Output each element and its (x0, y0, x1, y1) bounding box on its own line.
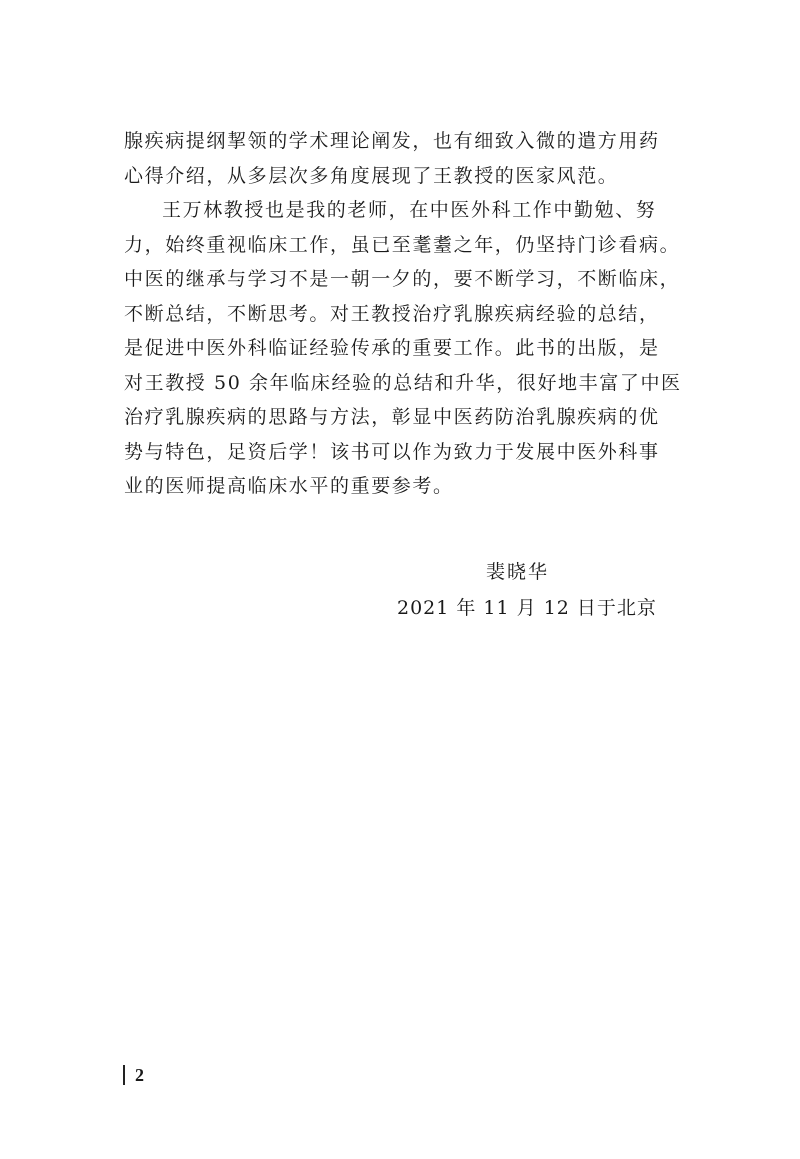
text-line: 治疗乳腺疾病的思路与方法，彰显中医药防治乳腺疾病的优 (124, 406, 660, 428)
author-signature: 裴晓华 (486, 561, 550, 583)
text-line: 不断总结，不断思考。对王教授治疗乳腺疾病经验的总结， (124, 302, 660, 325)
paragraph-start-line: 王万林教授也是我的老师，在中医外科工作中勤勉、努 (162, 199, 657, 221)
text-line: 力，始终重视临床工作，虽已至耄耋之年，仍坚持门诊看病。 (124, 233, 681, 256)
text-line: 对王教授 50 余年临床经验的总结和升华，很好地丰富了中医 (124, 371, 682, 394)
text-line: 中医的继承与学习不是一朝一夕的，要不断学习，不断临床， (124, 268, 681, 290)
text-line: 腺疾病提纲挈领的学术理论阐发，也有细致入微的遣方用药 (124, 130, 660, 152)
text-line: 业的医师提高临床水平的重要参考。 (124, 475, 454, 497)
text-line: 是促进中医外科临证经验传承的重要工作。此书的出版，是 (124, 337, 660, 359)
preface-body-text (124, 124, 684, 504)
footer-rule (123, 1065, 125, 1085)
signature-date-place: 2021 年 11 月 12 日于北京 (397, 597, 657, 619)
page-number: 2 (135, 1065, 144, 1085)
text-line: 心得介绍，从多层次多角度展现了王教授的医家风范。 (124, 164, 619, 187)
page-footer (123, 1064, 144, 1086)
text-line: 势与特色，足资后学！该书可以作为致力于发展中医外科事 (124, 440, 660, 463)
